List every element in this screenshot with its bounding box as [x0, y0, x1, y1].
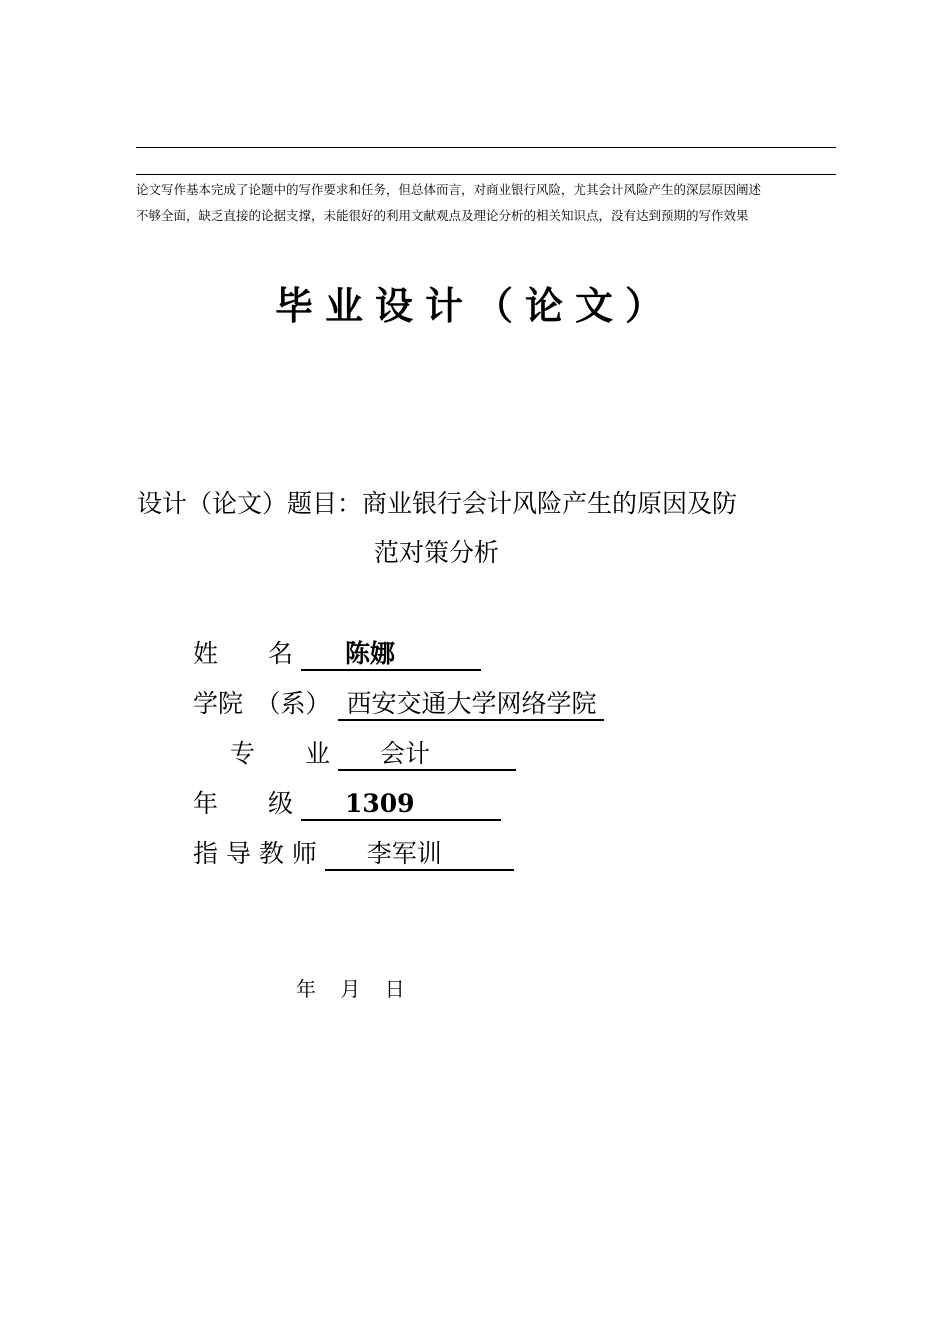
field-advisor-value: 李军训	[325, 839, 514, 871]
field-college	[193, 686, 604, 722]
top-rule-2	[136, 174, 836, 175]
date-year: 年	[296, 977, 316, 1001]
main-title: 毕业设计（论文）	[274, 284, 675, 328]
field-grade-label: 年 级	[193, 789, 294, 818]
field-major-label: 专 业	[230, 739, 331, 768]
field-college-label: 学院 （系）	[193, 689, 331, 718]
field-college-value: 西安交通大学网络学院	[338, 689, 604, 721]
topic-line-2: 范对策分析	[374, 538, 500, 567]
field-major	[230, 736, 516, 772]
date-month: 月	[340, 977, 361, 1001]
field-grade	[193, 786, 501, 822]
field-advisor-label: 指 导 教 师	[193, 839, 317, 868]
date-day: 日	[384, 977, 405, 1001]
field-name-value: 陈娜	[301, 639, 481, 671]
date-line	[296, 974, 423, 1004]
field-advisor	[193, 836, 514, 872]
field-name	[193, 636, 481, 672]
field-major-value: 会计	[338, 739, 516, 771]
top-rule-1	[136, 147, 836, 148]
evaluation-comment-line-2: 不够全面，缺乏直接的论据支撑，未能很好的利用文献观点及理论分析的相关知识点，没有达到预期的写作效果	[136, 208, 749, 223]
topic-line-1: 设计（论文）题目：商业银行会计风险产生的原因及防	[137, 489, 738, 518]
evaluation-comment-line-1: 论文写作基本完成了论题中的写作要求和任务，但总体而言，对商业银行风险，尤其会计风险产生的深层原因阐述	[136, 182, 762, 197]
field-grade-value: 1309	[301, 789, 501, 821]
field-name-label: 姓 名	[193, 639, 294, 668]
